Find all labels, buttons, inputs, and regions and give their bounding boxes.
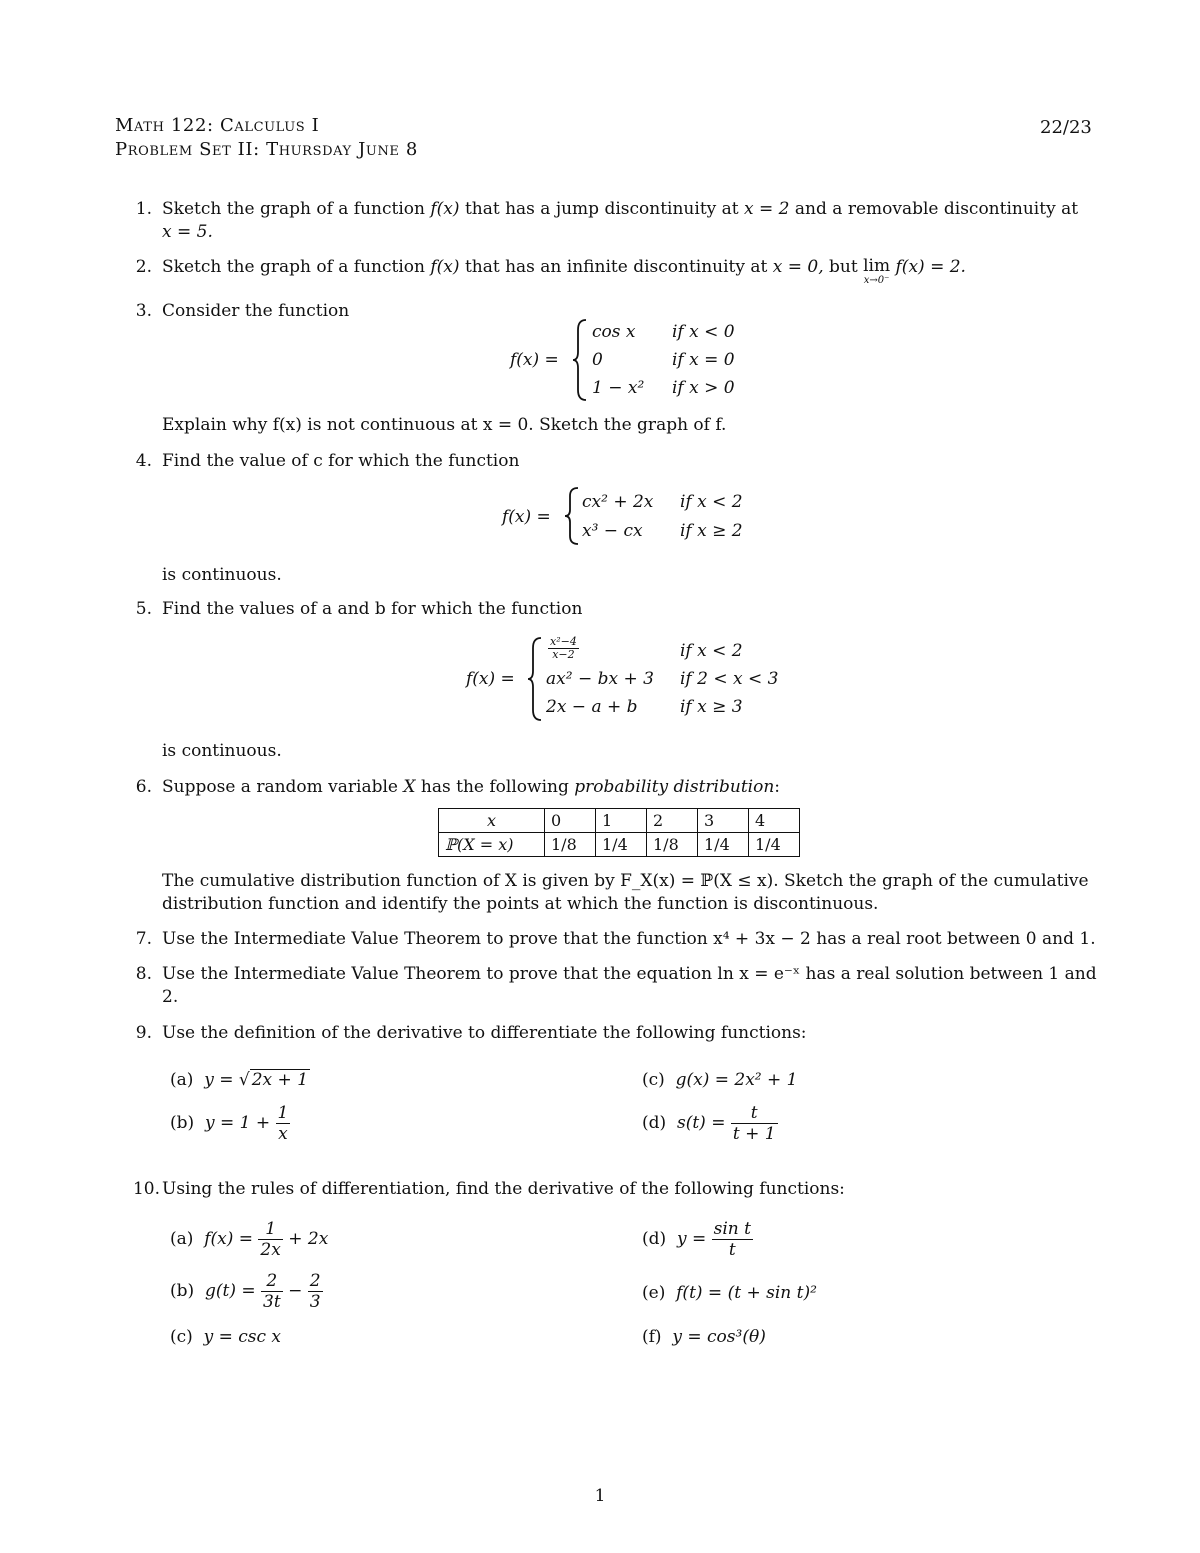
p4-case-2-cond: if x ≥ 2 (680, 521, 743, 541)
problem-10-text: Using the rules of differentiation, find the derivative of the following functions: (162, 1179, 845, 1199)
p10-b-fraction-2 (308, 1271, 323, 1312)
p9-d-num: t (731, 1103, 778, 1124)
p9-c-label: (c) (642, 1070, 665, 1090)
problem-8-line-2: 2. (162, 987, 179, 1007)
p2-fx: f(x) (430, 257, 460, 277)
table-row (439, 809, 800, 833)
p10-d-lhs: y = (676, 1229, 707, 1249)
p10-f-expr: y = cos³(θ) (672, 1327, 766, 1347)
problem-6-text: Suppose a random variable X has the following probability distribution: (162, 777, 780, 797)
p10-b-den-2: 3 (309, 1292, 321, 1312)
p1-text-b: that has a jump discontinuity at (464, 199, 739, 219)
p10-b-label: (b) (170, 1281, 195, 1301)
p10-f-label: (f) (642, 1327, 662, 1347)
p10-b-lhs: g(t) = (204, 1281, 256, 1301)
p6-em: probability distribution (574, 777, 775, 797)
p2-limit (863, 256, 890, 286)
p2-text-c: but (829, 257, 858, 277)
p5-case-3-cond: if x ≥ 3 (680, 697, 743, 717)
table-cell: 0 (545, 809, 596, 833)
p9-a-lhs: y = (204, 1070, 234, 1090)
problem-9-text: Use the definition of the derivative to differentiate the following functions: (162, 1023, 807, 1043)
p6-text-a: Suppose a random variable (162, 777, 398, 797)
p9-d-fraction (731, 1103, 778, 1144)
p5-case-1-cond: if x < 2 (680, 641, 743, 661)
page-number: 1 (594, 1486, 606, 1506)
problem-2-number: 2. (135, 257, 152, 277)
p10-b-num-2: 2 (309, 1271, 321, 1291)
p9-b-den: x (278, 1124, 288, 1144)
p3-lhs: f(x) = (510, 350, 559, 370)
p10-d-num: sin t (713, 1219, 751, 1239)
p5-case-2-expr: ax² − bx + 3 (546, 669, 654, 689)
p10-a-fraction (258, 1219, 282, 1260)
p5-case-3-expr: 2x − a + b (546, 697, 638, 717)
problem-5-number: 5. (135, 599, 152, 619)
p9-c (642, 1069, 797, 1092)
p10-e (642, 1282, 817, 1305)
p5-frac-den: x−2 (552, 648, 575, 661)
problem-9-number: 9. (135, 1023, 152, 1043)
p6-after-line-2: distribution function and identify the points at which the function is discontinuous. (162, 894, 879, 914)
p10-d-label: (d) (642, 1229, 667, 1249)
p9-a-radicand: 2x + 1 (251, 1070, 309, 1090)
p10-b (170, 1271, 323, 1312)
p5-lhs: f(x) = (466, 669, 515, 689)
p3-case-3-cond: if x > 0 (672, 378, 735, 398)
p10-b-den-1: 3t (263, 1292, 281, 1312)
problem-10-number: 10. (132, 1179, 160, 1199)
p10-f (642, 1326, 766, 1349)
academic-year: 22/23 (1040, 117, 1092, 138)
table-row (439, 833, 800, 857)
probability-table (438, 808, 800, 857)
p10-e-label: (e) (642, 1283, 666, 1303)
p3-after: Explain why f(x) is not continuous at x = 0. Sketch the graph of f. (162, 415, 727, 435)
p3-case-3-expr: 1 − x² (592, 378, 645, 398)
p9-b (170, 1103, 290, 1144)
p9-b-lhs: y = 1 + (204, 1113, 271, 1133)
problem-2-text (162, 256, 1092, 286)
p10-d-fraction (712, 1219, 753, 1260)
p10-b-minus: − (288, 1281, 303, 1301)
p2-lim-rhs: f(x) = 2. (895, 257, 966, 277)
p3-case-1-cond: if x < 0 (672, 322, 735, 342)
problem-4-number: 4. (135, 451, 152, 471)
p10-a-den: 2x (260, 1240, 281, 1260)
table-cell: x (439, 809, 545, 833)
p10-a-num: 1 (258, 1219, 282, 1240)
problem-7-text: Use the Intermediate Value Theorem to prove that the function x⁴ + 3x − 2 has a real root between 0 and 1. (162, 929, 1096, 949)
p9-b-label: (b) (170, 1113, 195, 1133)
problem-6-number: 6. (135, 777, 152, 797)
p4-case-1-expr: cx² + 2x (582, 492, 654, 512)
p2-lim-word: lim (863, 256, 891, 276)
table-cell: 1/8 (647, 833, 698, 857)
table-cell: 1/4 (596, 833, 647, 857)
problem-5-text: Find the values of a and b for which the function (162, 599, 583, 619)
table-cell: 2 (647, 809, 698, 833)
problem-1-number: 1. (135, 199, 152, 219)
problem-7-number: 7. (135, 929, 152, 949)
p10-c (170, 1326, 281, 1349)
p1-text-c: and a removable discontinuity at (794, 199, 1079, 219)
p5-case-2-cond: if 2 < x < 3 (680, 669, 779, 689)
table-cell: 4 (749, 809, 800, 833)
p10-c-label: (c) (170, 1327, 193, 1347)
p9-d-den: t + 1 (732, 1124, 776, 1144)
p3-case-2-expr: 0 (592, 350, 603, 370)
p2-text-a: Sketch the graph of a function (162, 257, 425, 277)
p9-b-fraction (276, 1103, 291, 1144)
p4-lhs: f(x) = (502, 507, 551, 527)
p9-d (642, 1103, 778, 1144)
p1-eq1: x = 2 (744, 199, 790, 219)
p10-a-label: (a) (170, 1229, 194, 1249)
p1-fx: f(x) (430, 199, 460, 219)
table-cell: 1/4 (698, 833, 749, 857)
p5-brace (527, 636, 543, 722)
problem-3-text: Consider the function (162, 301, 350, 321)
p3-case-2-cond: if x = 0 (672, 350, 735, 370)
p3-brace (572, 318, 588, 402)
p2-lim-sub: x→0⁻ (863, 275, 890, 286)
table-cell: 1/4 (749, 833, 800, 857)
p10-e-expr: f(t) = (t + sin t)² (676, 1283, 817, 1303)
p10-d-den: t (728, 1240, 736, 1260)
p1-text-a: Sketch the graph of a function (162, 199, 425, 219)
p2-eq1: x = 0, (772, 257, 824, 277)
p9-b-num: 1 (277, 1103, 289, 1123)
p10-a (170, 1219, 328, 1260)
p4-brace (564, 486, 580, 546)
problem-set-subtitle: Problem Set II: Thursday June 8 (115, 139, 418, 160)
p4-case-1-cond: if x < 2 (680, 492, 743, 512)
p10-b-num-1: 2 (261, 1271, 283, 1292)
p5-frac-num: x²−4 (550, 635, 577, 648)
table-cell: ℙ(X = x) (439, 833, 545, 857)
table-cell: 3 (698, 809, 749, 833)
p9-a-label: (a) (170, 1070, 194, 1090)
p9-c-expr: g(x) = 2x² + 1 (675, 1070, 798, 1090)
p4-case-2-expr: x³ − cx (582, 521, 643, 541)
p9-d-label: (d) (642, 1113, 667, 1133)
p1-eq2: x = 5. (162, 222, 213, 242)
problem-4-text: Find the value of c for which the function (162, 451, 520, 471)
course-title: Math 122: Calculus I (115, 115, 320, 136)
table-cell: 1/8 (545, 833, 596, 857)
p10-c-expr: y = csc x (203, 1327, 282, 1347)
problem-1-text (162, 198, 1092, 244)
p10-a-lhs: f(x) = (204, 1229, 254, 1249)
p5-case-1-expr (548, 636, 579, 661)
p2-text-b: that has an infinite discontinuity at (464, 257, 768, 277)
table-cell: 1 (596, 809, 647, 833)
p4-after: is continuous. (162, 565, 282, 585)
p10-a-rhs: + 2x (288, 1229, 329, 1249)
p9-a (170, 1069, 310, 1092)
p6-text-b: has the following (420, 777, 569, 797)
p6-after-line-1: The cumulative distribution function of X is given by F_X(x) = ℙ(X ≤ x). Sketch the graph of the cumulative (162, 871, 1089, 891)
p6-var: X (403, 777, 416, 797)
p5-after: is continuous. (162, 741, 282, 761)
p3-case-1-expr: cos x (592, 322, 636, 342)
sqrt-symbol: √ (238, 1070, 250, 1090)
p10-b-fraction-1 (261, 1271, 283, 1312)
p9-d-lhs: s(t) = (676, 1113, 726, 1133)
problem-3-number: 3. (135, 301, 152, 321)
problem-8-line-1: Use the Intermediate Value Theorem to prove that the equation ln x = e⁻ˣ has a real solution between 1 and (162, 964, 1097, 984)
p10-d (642, 1219, 753, 1260)
problem-8-number: 8. (135, 964, 152, 984)
p5-case-1-fraction (548, 636, 579, 661)
